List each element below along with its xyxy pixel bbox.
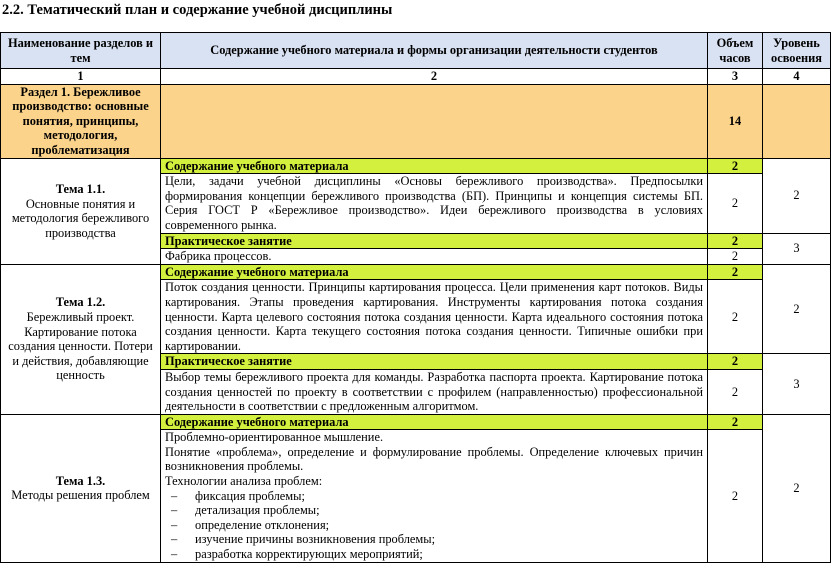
content-hours: 2: [708, 264, 763, 280]
header-hours: Объем часов: [708, 33, 763, 69]
column-number: 3: [708, 69, 763, 85]
content-text: Поток создания ценности. Принципы картирования процесса. Цели применения карт потоков. Виды картирования. Этапы проведения картирования. Инструменты картирования потока создания ценности. Карта целевого состояния потока создания ценности. Карта идеального состояния потока создания ценности. Карта текущего состояния потока создания ценности. Типичные ошибки при картировании.: [161, 280, 708, 354]
content-line: Проблемно-ориентированное мышление.: [165, 430, 384, 445]
content-text: Цели, задачи учебной дисциплины «Основы бережливого производства». Предпосылки формирования концепции бережливого производства (БП). Принципы и концепция системы БП. Серия ГОСТ Р «Бережливое производство». Идеи бережливого производства в условиях современного рынка.: [161, 174, 708, 233]
page-title: 2.2. Тематический план и содержание учебной дисциплины: [2, 2, 393, 18]
topic-1-2-cell: [1, 264, 161, 414]
section-title: Раздел 1. Бережливое производство: основные понятия, принципы, методология, проблематизация: [1, 84, 161, 158]
list-item: – детализация проблемы;: [165, 503, 703, 518]
content-line: Технологии анализа проблем:: [165, 474, 323, 489]
practice-text: Фабрика процессов.: [161, 249, 708, 265]
content-text-hours: 2: [708, 280, 763, 354]
content-text: [161, 430, 708, 562]
content-text-hours: 2: [708, 174, 763, 233]
topic-subtitle: Бережливый проект. Картирование потока создания ценности. Потери и действия, добавляющие ценность: [8, 310, 153, 383]
header-row: [1, 33, 831, 69]
topic-subtitle: Основные понятия и методология бережливого производства: [11, 196, 150, 240]
practice-level: 3: [763, 354, 831, 414]
analysis-list: [165, 489, 703, 562]
table-row: [1, 158, 831, 174]
topic-1-3-cell: [1, 414, 161, 562]
practice-level: 3: [763, 233, 831, 264]
content-line: Понятие «проблема», определение и формулирование проблемы. Определение ключевых причин возникновения проблемы.: [165, 444, 703, 474]
content-label: Содержание учебного материала: [161, 414, 708, 430]
table-row: [1, 414, 831, 430]
topic-title: Тема 1.3.: [55, 473, 106, 488]
section-level: [763, 84, 831, 158]
section-hours: 14: [708, 84, 763, 158]
practice-text-hours: 2: [708, 249, 763, 265]
content-level: 2: [763, 414, 831, 562]
column-number: 4: [763, 69, 831, 85]
practice-text-hours: 2: [708, 369, 763, 414]
table-row: [1, 264, 831, 280]
header-sections: Наименование разделов и тем: [1, 33, 161, 69]
content-hours: 2: [708, 414, 763, 430]
practice-hours: 2: [708, 354, 763, 370]
header-level: Уровень освоения: [763, 33, 831, 69]
content-label: Содержание учебного материала: [161, 158, 708, 174]
content-level: 2: [763, 264, 831, 354]
column-number-row: [1, 69, 831, 85]
topic-subtitle: Методы решения проблем: [11, 488, 150, 503]
content-text-hours: 2: [708, 430, 763, 562]
list-item: – фиксация проблемы;: [165, 489, 703, 504]
topic-1-1-cell: [1, 158, 161, 264]
practice-label: Практическое занятие: [161, 233, 708, 249]
topic-title: Тема 1.2.: [55, 295, 106, 310]
practice-label: Практическое занятие: [161, 354, 708, 370]
section-content: [161, 84, 708, 158]
column-number: 2: [161, 69, 708, 85]
section-row: [1, 84, 831, 158]
list-item: – изучение причины возникновения проблемы;: [165, 532, 703, 547]
column-number: 1: [1, 69, 161, 85]
content-hours: 2: [708, 158, 763, 174]
header-content: Содержание учебного материала и формы организации деятельности студентов: [161, 33, 708, 69]
content-label: Содержание учебного материала: [161, 264, 708, 280]
content-level: 2: [763, 158, 831, 233]
list-item: – определение отклонения;: [165, 518, 703, 533]
topic-title: Тема 1.1.: [55, 181, 106, 196]
practice-text: Выбор темы бережливого проекта для команды. Разработка паспорта проекта. Картирование потока создания ценностей по проекту в соответствии с профилем (направленностью) профессиональной деятельности в соответствии с предложенным алгоритмом.: [161, 369, 708, 414]
thematic-plan-table: [0, 32, 831, 563]
practice-hours: 2: [708, 233, 763, 249]
list-item: – разработка корректирующих мероприятий;: [165, 547, 703, 562]
